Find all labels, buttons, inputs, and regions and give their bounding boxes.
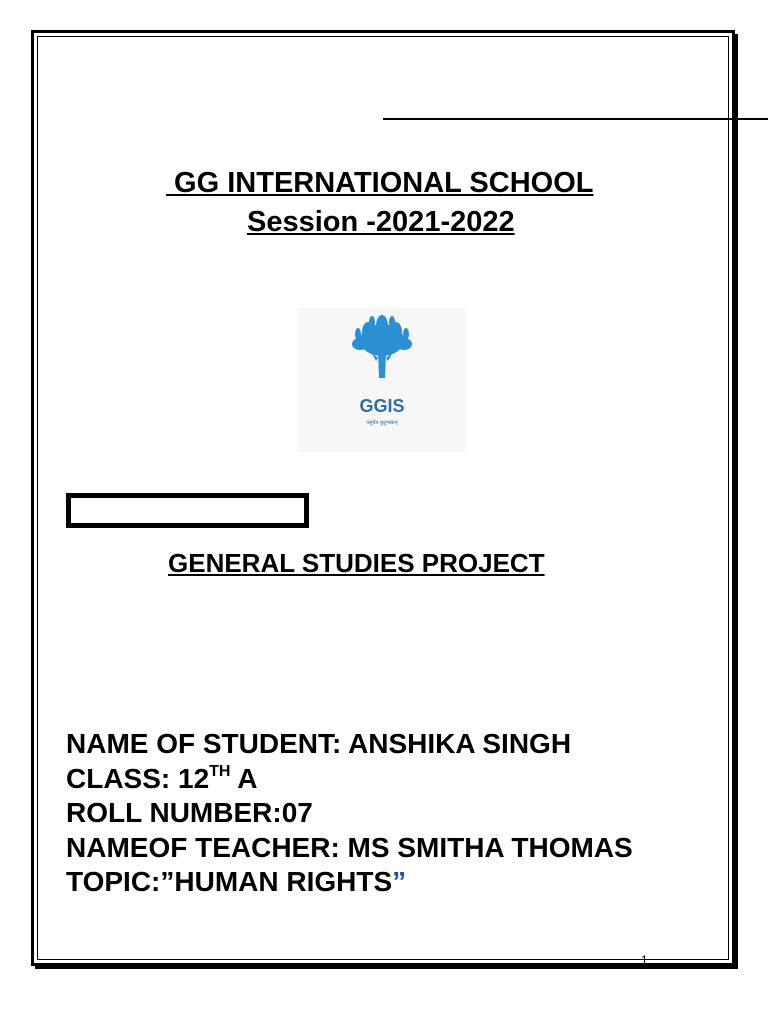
- teacher-name: NAMEOF TEACHER: MS SMITHA THOMAS: [66, 831, 633, 863]
- page-number: 1: [641, 953, 648, 967]
- class-suffix: A: [230, 762, 258, 794]
- page-border-shadow-bottom: [35, 966, 738, 969]
- school-logo: [298, 308, 466, 452]
- page-border-shadow-right: [735, 34, 738, 968]
- logo-text: GGIS: [359, 396, 405, 416]
- class-superscript: TH: [209, 762, 231, 780]
- roll-number: ROLL NUMBER:07: [66, 797, 313, 828]
- student-name: NAME OF STUDENT: ANSHIKA SINGH: [66, 728, 572, 759]
- project-title: GENERAL STUDIES PROJECT: [168, 548, 545, 578]
- student-details: [66, 727, 633, 900]
- topic-closing-quote: ”: [392, 866, 407, 897]
- tree-logo-icon: [298, 308, 466, 452]
- student-class: [66, 762, 633, 797]
- school-name: GG INTERNATIONAL SCHOOL: [166, 167, 594, 199]
- session-year: Session -2021-2022: [247, 206, 515, 238]
- class-prefix: CLASS: 12: [66, 762, 210, 794]
- top-horizontal-rule: [383, 118, 768, 120]
- blank-label-box: [66, 493, 309, 528]
- logo-tagline: वसुधैव कुटुम्बकम्: [366, 420, 398, 426]
- topic-text: TOPIC:”HUMAN RIGHTS: [66, 866, 393, 897]
- project-topic: [66, 865, 633, 900]
